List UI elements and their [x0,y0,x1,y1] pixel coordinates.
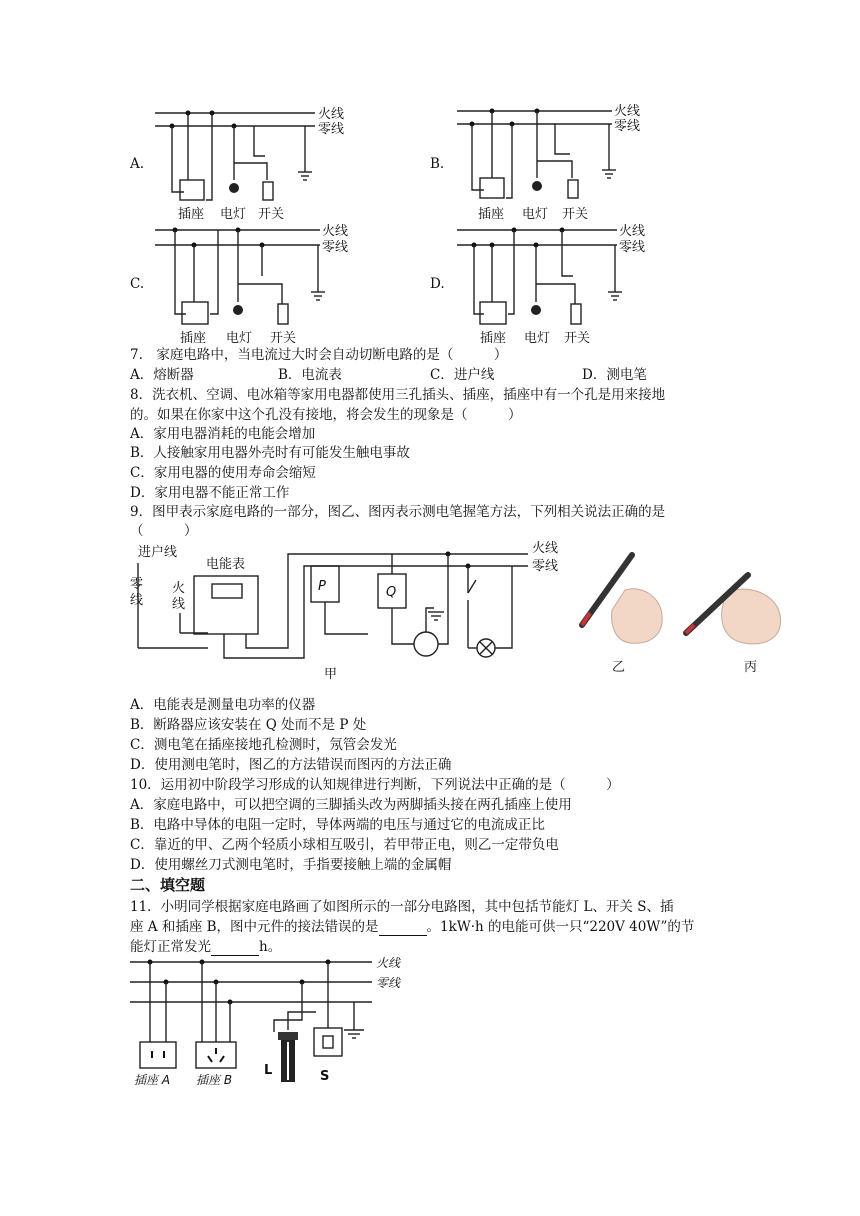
option-d-letter: D. [430,276,445,292]
svg-text:电灯: 电灯 [524,331,551,346]
label-socket: 插座 [178,207,205,222]
figure-q11-circuit [128,952,418,1087]
q8-option-c: C．家用电器的使用寿命会缩短 [130,465,316,481]
q9-option-a: A．电能表是测量电功率的仪器 [130,697,316,713]
label-switch: 开关 [258,207,285,222]
svg-text:线: 线 [130,593,144,608]
svg-text:零线: 零线 [322,240,349,255]
question-8-stem-line1: 8．洗衣机、空调、电冰箱等家用电器都使用三孔插头、插座，插座中有一个孔是用来接地 [130,387,666,403]
label-live: 火线 [376,956,401,970]
label-neutral: 零线 [318,122,345,137]
q7-option-c: C．进户线 [430,367,495,383]
diagram-option-a [150,100,390,225]
diagram-option-d [452,220,692,350]
caption-jia: 甲 [324,667,338,682]
q9-option-b: B．断路器应该安装在 Q 处而不是 P 处 [130,717,367,733]
svg-text:开关: 开关 [564,331,591,346]
answer-blank-1[interactable] [379,921,427,936]
q10-option-c: C．靠近的甲、乙两个轻质小球相互吸引，若甲带正电，则乙一定带负电 [130,837,559,853]
question-9-stem-line1: 9．图甲表示家庭电路的一部分，图乙、图丙表示测电笔握笔方法，下列相关说法正确的是 [130,504,666,520]
svg-text:火线: 火线 [619,224,646,239]
question-11-stem-line2: 座 A 和插座 B，图中元件的接法错误的是 。1kW·h 的电能可供一只“220V 40W”的节 [130,919,695,935]
label-neutral: 零线 [376,976,401,990]
question-7-stem: 7. 家庭电路中，当电流过大时会自动切断电路的是（ ） [130,347,508,363]
svg-text:插座: 插座 [478,207,505,222]
question-10-stem: 10．运用初中阶段学习形成的认知规律进行判断，下列说法中正确的是（ ） [130,777,620,793]
label-l: L [264,1063,273,1078]
q7-option-b: B．电流表 [278,367,342,383]
label-socket-b: 插座 B [196,1073,233,1087]
svg-text:零: 零 [130,577,144,592]
question-9-stem-line2: （ ） [130,523,198,539]
label-live: 火线 [318,107,345,122]
svg-text:插座: 插座 [180,331,207,346]
q9-option-c: C．测电笔在插座接地孔检测时，氖管会发光 [130,737,397,753]
q8-option-d: D．家用电器不能正常工作 [130,485,290,501]
svg-text:电灯: 电灯 [522,207,549,222]
label-s: S [320,1069,330,1084]
label-live: 火线 [532,541,559,556]
svg-text:开关: 开关 [270,331,297,346]
label-lamp: 电灯 [220,207,247,222]
svg-text:插座: 插座 [480,331,507,346]
caption-yi: 乙 [612,660,626,675]
svg-text:火线: 火线 [322,224,349,239]
question-11-stem-line1: 11．小明同学根据家庭电路画了如图所示的一部分电路图，其中包括节能灯 L、开关 S、插 [130,899,674,915]
option-a-letter: A. [130,156,145,172]
diagram-option-c [150,218,390,348]
label-incoming-line: 进户线 [138,545,178,560]
label-p: P [318,579,326,594]
svg-text:电灯: 电灯 [226,331,253,346]
q7-option-d: D．测电笔 [582,367,647,383]
svg-text:火线: 火线 [614,104,641,119]
figure-yi-pen-grip [570,545,670,675]
svg-text:火: 火 [172,581,186,596]
q10-option-b: B．电路中导体的电阻一定时，导体两端的电压与通过它的电流成正比 [130,817,545,833]
option-b-letter: B. [430,156,445,172]
question-8-stem-line2: 的。如果在你家中这个孔没有接地，将会发生的现象是（ ） [130,407,522,423]
q8-option-b: B．人接触家用电器外壳时有可能发生触电事故 [130,445,410,461]
q10-option-d: D．使用螺丝刀式测电笔时，手指要接触上端的金属帽 [130,857,452,873]
label-q: Q [386,585,397,600]
figure-jia-circuit [128,538,568,683]
q8-option-a: A．家用电器消耗的电能会增加 [130,426,316,442]
figure-bing-pen-grip [676,545,796,675]
svg-text:线: 线 [172,597,186,612]
svg-text:零线: 零线 [614,119,641,134]
question-11-stem-line3: 能灯正常发光 h。 [130,939,282,955]
section-title: 二、填空题 [130,876,206,894]
q7-option-a: A．熔断器 [130,367,194,383]
caption-bing: 丙 [744,660,758,675]
label-energy-meter: 电能表 [206,557,246,572]
q9-option-d: D．使用测电笔时，图乙的方法错误而图丙的方法正确 [130,757,452,773]
diagram-option-b [452,98,692,223]
svg-text:开关: 开关 [562,207,589,222]
label-neutral: 零线 [532,559,559,574]
q10-option-a: A．家庭电路中，可以把空调的三脚插头改为两脚插头接在两孔插座上使用 [130,797,572,813]
svg-text:零线: 零线 [619,240,646,255]
option-c-letter: C. [130,276,145,292]
label-socket-a: 插座 A [134,1073,171,1087]
